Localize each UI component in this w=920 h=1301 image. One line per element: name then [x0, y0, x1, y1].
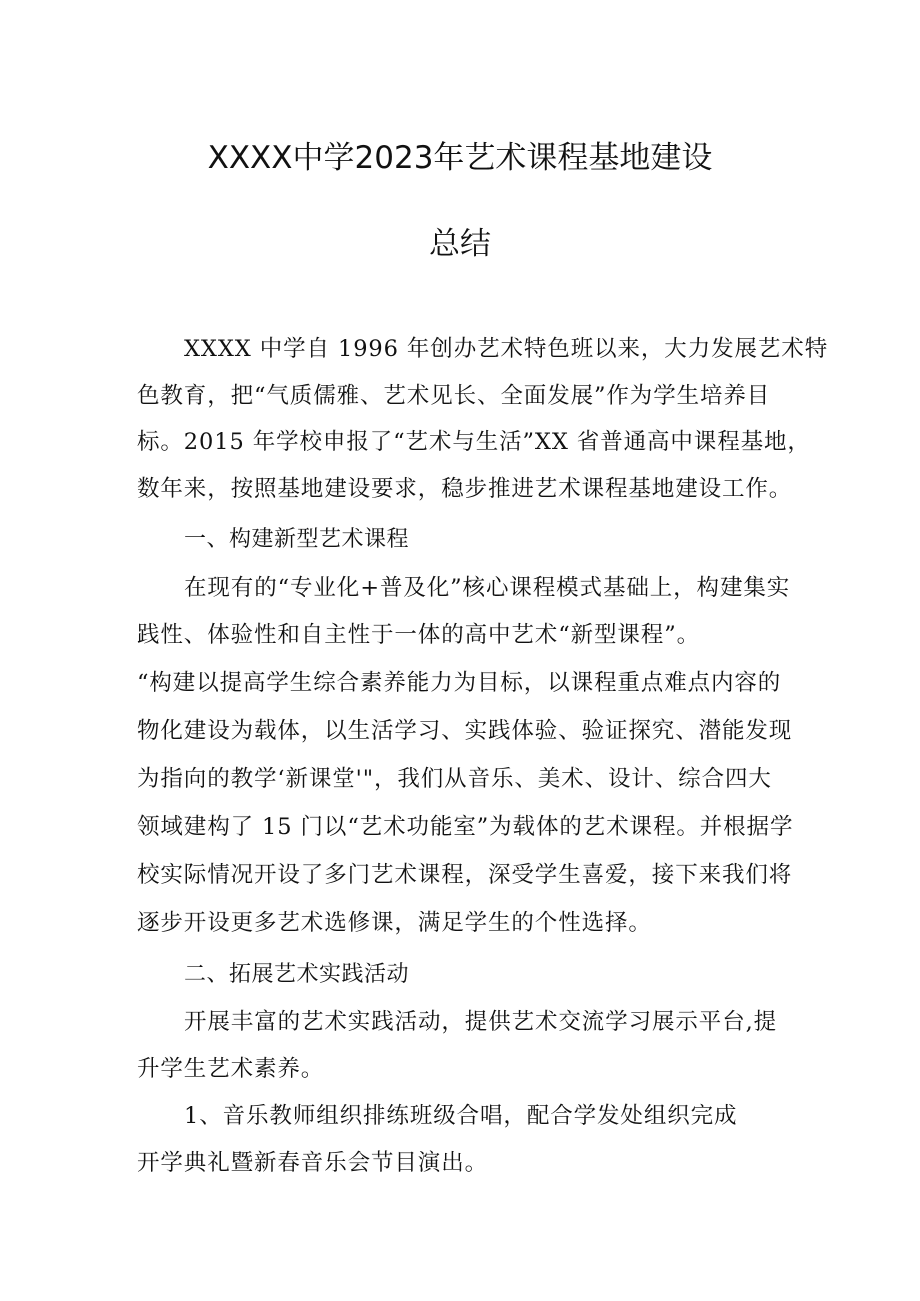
section1-line: 校实际情况开设了多门艺术课程，深受学生喜爱，接下来我们将: [137, 862, 793, 888]
section1-line: 逐步开设更多艺术选修课，满足学生的个性选择。: [137, 910, 652, 936]
intro-line: 标。2015 年学校申报了“艺术与生活”XX 省普通高中课程基地，: [137, 429, 811, 455]
section2-line: 开学典礼暨新春音乐会节目演出。: [137, 1150, 489, 1176]
section2-line: 1、音乐教师组织排练班级合唱，配合学发处组织完成: [184, 1103, 738, 1129]
section2-line: 开展丰富的艺术实践活动，提供艺术交流学习展示平台,提: [184, 1009, 778, 1035]
section-heading-1: 一、构建新型艺术课程: [184, 527, 410, 552]
intro-line: 数年来，按照基地建设要求，稳步推进艺术课程基地建设工作。: [137, 476, 793, 502]
section1-line: “构建以提高学生综合素养能力为目标，以课程重点难点内容的: [137, 670, 782, 696]
section-heading-2: 二、拓展艺术实践活动: [184, 962, 410, 987]
section2-line: 升学生艺术素养。: [137, 1056, 325, 1082]
section1-line: 为指向的教学‘新课堂'"，我们从音乐、美术、设计、综合四大: [137, 766, 772, 792]
section1-line: 践性、体验性和自主性于一体的高中艺术“新型课程”。: [137, 622, 701, 648]
document-title-line-1: XXXX中学2023年艺术课程基地建设: [207, 140, 713, 176]
intro-line: XXXX 中学自 1996 年创办艺术特色班以来，大力发展艺术特: [184, 336, 829, 362]
section1-line: 物化建设为载体，以生活学习、实践体验、验证探究、潜能发现: [137, 718, 793, 744]
section1-line: 领域建构了 15 门以“艺术功能室”为载体的艺术课程。并根据学: [137, 814, 794, 840]
document-title-line-2: 总结: [429, 226, 491, 262]
section1-line: 在现有的“专业化+普及化”核心课程模式基础上，构建集实: [184, 575, 791, 601]
intro-line: 色教育，把“气质儒雅、艺术见长、全面发展”作为学生培养目: [137, 383, 771, 409]
